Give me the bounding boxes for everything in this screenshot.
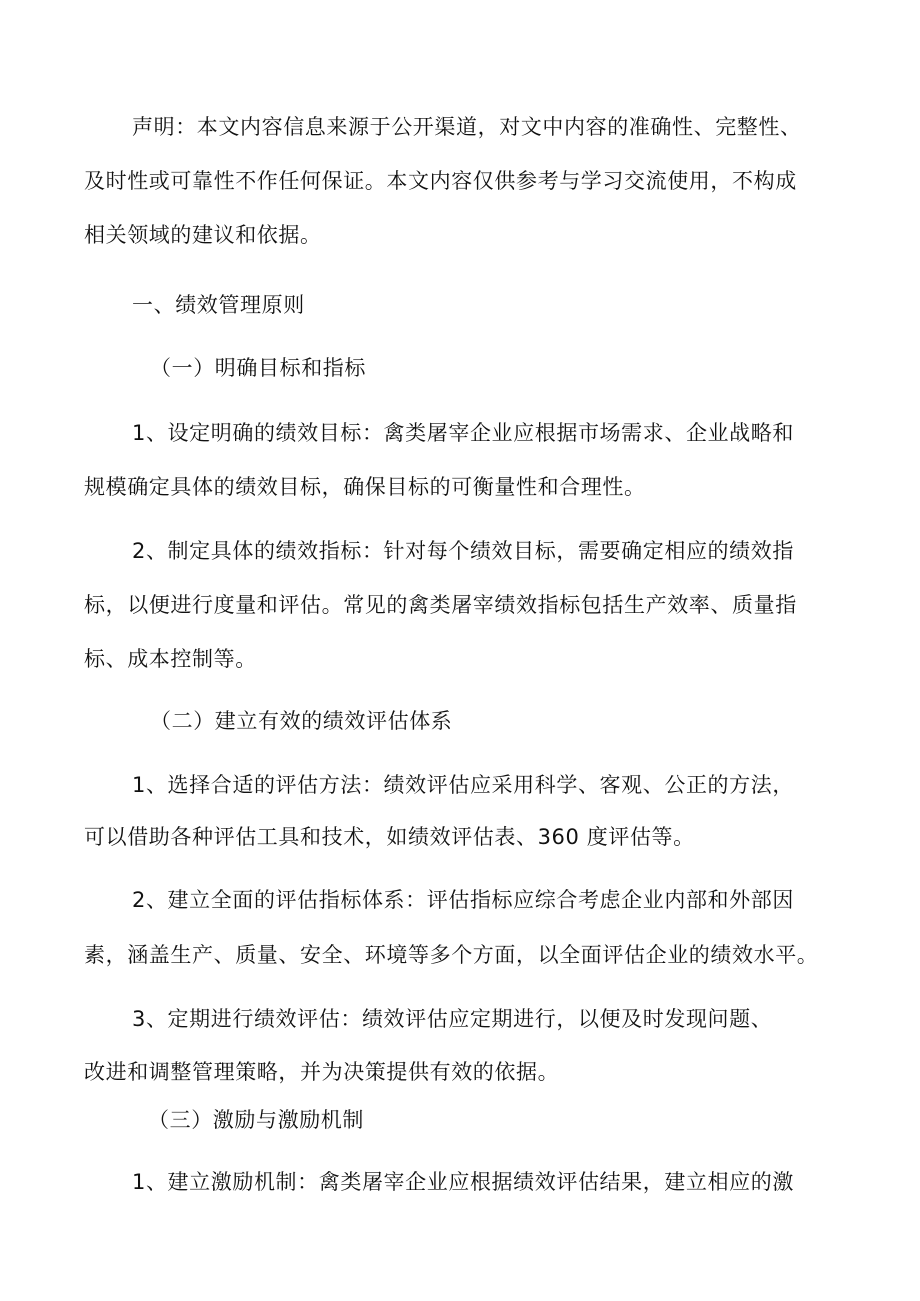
- paragraph-2-1-line-1: 1、选择合适的评估方法：绩效评估应采用科学、客观、公正的方法，: [132, 773, 794, 797]
- paragraph-1-1-line-1: 1、设定明确的绩效目标：禽类屠宰企业应根据市场需求、企业战略和: [132, 421, 794, 445]
- paragraph-2-2-line-1: 2、建立全面的评估指标体系：评估指标应综合考虑企业内部和外部因: [132, 888, 794, 912]
- disclaimer-line-1: 声明：本文内容信息来源于公开渠道，对文中内容的准确性、完整性、: [132, 115, 802, 139]
- paragraph-2-2-line-2: 素，涵盖生产、质量、安全、环境等多个方面，以全面评估企业的绩效水平。: [84, 943, 819, 967]
- paragraph-2-3-line-1: 3、定期进行绩效评估：绩效评估应定期进行，以便及时发现问题、: [132, 1007, 773, 1031]
- paragraph-2-1-line-2: 可以借助各种评估工具和技术，如绩效评估表、360 度评估等。: [84, 825, 695, 849]
- paragraph-1-2-line-2: 标，以便进行度量和评估。常见的禽类屠宰绩效指标包括生产效率、质量指: [84, 593, 797, 617]
- disclaimer-line-2: 及时性或可靠性不作任何保证。本文内容仅供参考与学习交流使用，不构成: [84, 169, 797, 193]
- subsection-heading-2: （二）建立有效的绩效评估体系: [150, 709, 453, 733]
- disclaimer-line-3: 相关领域的建议和依据。: [84, 223, 322, 247]
- paragraph-1-2-line-3: 标、成本控制等。: [84, 647, 257, 671]
- paragraph-3-1-line-1: 1、建立激励机制：禽类屠宰企业应根据绩效评估结果，建立相应的激: [132, 1170, 794, 1194]
- paragraph-1-2-line-1: 2、制定具体的绩效指标：针对每个绩效目标，需要确定相应的绩效指: [132, 539, 794, 563]
- paragraph-2-3-line-2: 改进和调整管理策略，并为决策提供有效的依据。: [84, 1060, 560, 1084]
- subsection-heading-1: （一）明确目标和指标: [150, 356, 366, 380]
- section-heading-1: 一、绩效管理原则: [132, 293, 305, 317]
- subsection-heading-3: （三）激励与激励机制: [148, 1108, 364, 1132]
- paragraph-1-1-line-2: 规模确定具体的绩效目标，确保目标的可衡量性和合理性。: [84, 475, 646, 499]
